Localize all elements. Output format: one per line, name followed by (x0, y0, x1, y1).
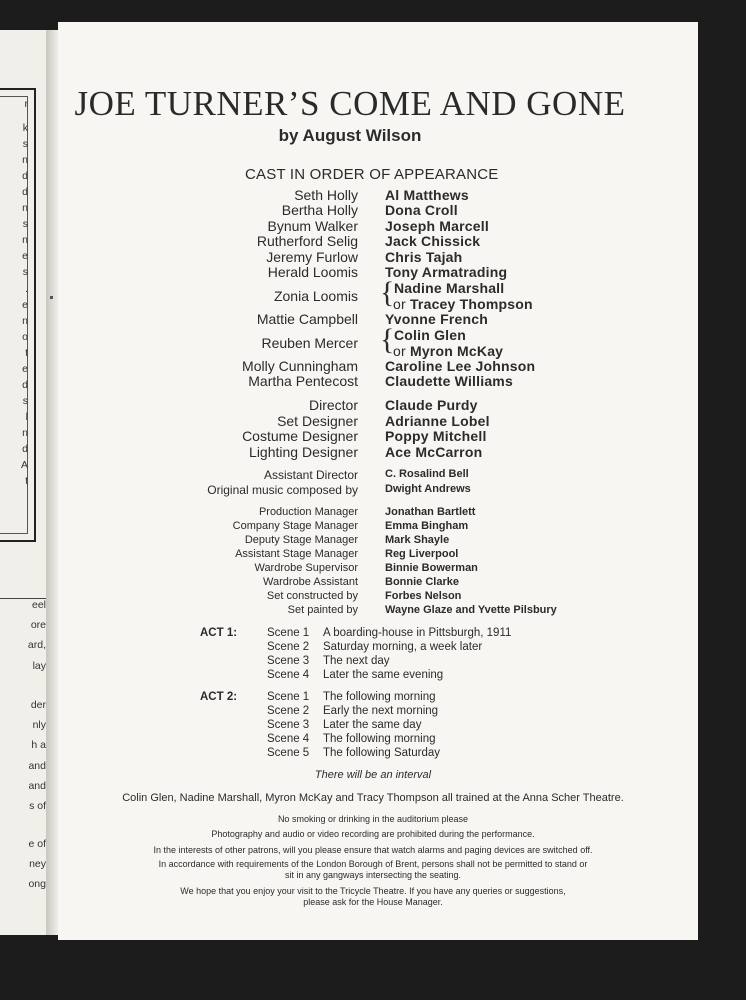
role-label: Assistant Director (263, 468, 358, 482)
role-label: Herald Loomis (267, 264, 358, 280)
role-label: Wardrobe Supervisor (254, 562, 358, 574)
left-page-fragment: n (22, 234, 28, 246)
performer-name: Adrianne Lobel (385, 413, 490, 429)
scene-number: Scene 2 (267, 641, 310, 653)
scene-description: The following Saturday (323, 747, 440, 759)
credit-row (0, 373, 746, 389)
role-label: Director (308, 397, 358, 413)
scene-number: Scene 4 (267, 669, 310, 681)
credit-row (0, 233, 746, 249)
role-label: Set Designer (277, 413, 358, 429)
credit-row (0, 187, 746, 203)
role-label: Zonia Loomis (273, 288, 358, 304)
left-page-fragment: d (22, 379, 28, 391)
performer-name: C. Rosalind Bell (385, 468, 469, 480)
credit-row (0, 218, 746, 234)
left-page-fragment: lay (32, 660, 46, 672)
notice-line: please ask for the House Manager. (303, 897, 443, 907)
role-label: Jeremy Furlow (266, 249, 358, 265)
notice-line: In accordance with requirements of the London Borough of Brent, persons shall not be permitted to stand or (158, 859, 588, 869)
left-page-fragment: t (25, 347, 28, 359)
alternate-name: Tracey Thompson (409, 296, 533, 312)
role-label: Deputy Stage Manager (244, 534, 358, 546)
left-page-fragment: e of (28, 838, 46, 850)
notice-line: No smoking or drinking in the auditorium please (277, 814, 469, 824)
role-label: Reuben Mercer (261, 335, 358, 351)
performer-name: Colin Glen (394, 327, 466, 343)
left-page-fragment: n (22, 315, 28, 327)
scene-description: Saturday morning, a week later (323, 641, 483, 653)
scene-description: Later the same evening (323, 669, 444, 681)
left-page-fragment: e (22, 363, 28, 375)
performer-name: Emma Bingham (385, 520, 469, 532)
interval-note: There will be an interval (314, 769, 432, 781)
left-page-fragment: d (22, 170, 28, 182)
credit-row (0, 483, 746, 499)
performer-name: Poppy Mitchell (385, 428, 487, 444)
left-page-fragment: s of (29, 800, 46, 812)
left-page-fragment: e (22, 299, 28, 311)
left-page-fragment: d (22, 186, 28, 198)
performer-name: Chris Tajah (385, 249, 463, 265)
left-page-fragment: der (30, 699, 46, 711)
performer-name: Claudette Williams (385, 373, 513, 389)
left-page-fragment: s (22, 395, 28, 407)
left-page-fragment: s (22, 266, 28, 278)
brace-symbol: { (380, 323, 395, 356)
performer-name: Jonathan Bartlett (385, 506, 476, 518)
role-label: Rutherford Selig (256, 233, 358, 249)
scene-description: The following morning (323, 691, 436, 703)
credit-row (0, 428, 746, 444)
or-label: or (393, 296, 406, 312)
scene-number: Scene 3 (267, 655, 310, 667)
performer-name: Mark Shayle (385, 534, 450, 546)
or-label: or (393, 343, 406, 359)
role-label: Set constructed by (266, 590, 358, 602)
performer-name: Wayne Glaze and Yvette Pilsbury (385, 604, 557, 616)
scene-description: Early the next morning (323, 705, 439, 717)
credit-row (0, 264, 746, 280)
credit-row-alternate (0, 276, 746, 312)
credit-row (0, 249, 746, 265)
left-page-fragment: d (22, 443, 28, 455)
left-page-fragment: ore (30, 619, 46, 631)
performer-name: Nadine Marshall (394, 280, 505, 296)
left-page-fragment: n (22, 154, 28, 166)
performer-name: Claude Purdy (385, 397, 478, 413)
performer-name: Binnie Bowerman (385, 562, 478, 574)
left-page-fragment: s (22, 138, 28, 150)
role-label: Bertha Holly (281, 202, 358, 218)
performer-name: Reg Liverpool (385, 548, 459, 560)
role-label: Martha Pentecost (248, 373, 358, 389)
alternate-performer (393, 343, 503, 359)
role-label: Original music composed by (207, 483, 358, 497)
role-label: Assistant Stage Manager (235, 548, 358, 560)
role-label: Bynum Walker (267, 218, 358, 234)
notice-line: sit in any gangways intersecting the seating. (284, 870, 462, 880)
training-note: Colin Glen, Nadine Marshall, Myron McKay and Tracy Thompson all trained at the Anna Scher Theatre. (122, 792, 624, 804)
performer-name: Forbes Nelson (385, 590, 462, 602)
left-page-fragment: ong (28, 878, 46, 890)
performer-name: Tony Armatrading (385, 264, 508, 280)
left-page-fragment: k (22, 122, 28, 134)
scene-number: Scene 2 (267, 705, 310, 717)
left-page-fragment: l (25, 411, 28, 423)
performer-name: Jack Chissick (385, 233, 481, 249)
author-line: by August Wilson (278, 126, 422, 145)
credit-row (0, 468, 746, 484)
left-page-fragment: e (22, 250, 28, 262)
credit-row (0, 444, 746, 460)
credit-row-alternate (0, 323, 746, 359)
role-label: Lighting Designer (249, 444, 358, 460)
alternate-performer (393, 296, 533, 312)
credit-row (0, 358, 746, 374)
credit-row (0, 311, 746, 327)
left-page-fragment: o (22, 331, 28, 343)
performer-name: Dwight Andrews (385, 483, 471, 495)
left-page-fragment: s (22, 218, 28, 230)
performer-name: Caroline Lee Johnson (385, 358, 536, 374)
play-title: JOE TURNER’S COME AND GONE (74, 84, 626, 123)
role-label: Company Stage Manager (232, 520, 358, 532)
left-page-fragment: A (20, 459, 28, 471)
left-page-fragment: t (25, 475, 28, 487)
scene-number: Scene 3 (267, 719, 310, 731)
performer-name: Al Matthews (385, 187, 469, 203)
cast-heading: CAST IN ORDER OF APPEARANCE (245, 166, 499, 183)
role-label: Seth Holly (294, 187, 358, 203)
role-label: Production Manager (258, 506, 358, 518)
left-page-fragment: and (28, 780, 46, 792)
scene-description: The following morning (323, 733, 436, 745)
left-page-fragment: h a (31, 739, 46, 751)
scene-number: Scene 1 (267, 627, 310, 639)
spine-mark (50, 296, 53, 299)
left-page-fragment: ard, (27, 639, 46, 651)
alternate-name: Myron McKay (409, 343, 504, 359)
act-label: ACT 1: (200, 627, 238, 639)
scene-description: Later the same day (323, 719, 422, 731)
left-page-fragment: n (22, 427, 28, 439)
notice-line: In the interests of other patrons, will you please ensure that watch alarms and paging devices are switched off. (153, 845, 593, 855)
left-page-fragment: and (28, 760, 46, 772)
act-label: ACT 2: (200, 691, 238, 703)
role-label: Molly Cunningham (242, 358, 358, 374)
role-label: Costume Designer (242, 428, 358, 444)
role-label: Mattie Campbell (256, 311, 358, 327)
scene-number: Scene 5 (267, 747, 310, 759)
left-page-fragment: r (24, 98, 28, 110)
credit-row (0, 604, 746, 620)
credit-row (0, 413, 746, 429)
role-label: Wardrobe Assistant (263, 576, 358, 588)
performer-name: Ace McCarron (385, 444, 483, 460)
left-page-fragment: n (22, 202, 28, 214)
brace-symbol: { (380, 276, 395, 309)
scene-description: A boarding-house in Pittsburgh, 1911 (323, 627, 512, 639)
scene-number: Scene 1 (267, 691, 310, 703)
performer-name: Joseph Marcell (385, 218, 489, 234)
scene-number: Scene 4 (267, 733, 310, 745)
left-page-fragment: . (25, 283, 28, 295)
left-page-fragment: ney (29, 858, 46, 870)
credit-row (0, 397, 746, 413)
role-label: Set painted by (287, 604, 358, 616)
performer-name: Bonnie Clarke (385, 576, 459, 588)
notice-line: We hope that you enjoy your visit to the Tricycle Theatre. If you have any queries or suggestions, (180, 886, 566, 896)
performer-name: Yvonne French (385, 311, 488, 327)
notice-line: Photography and audio or video recording are prohibited during the performance. (211, 829, 535, 839)
scene-description: The next day (323, 655, 390, 667)
left-page-fragment: eel (31, 599, 46, 611)
credit-row (0, 202, 746, 218)
left-page-fragment: nly (32, 719, 46, 731)
performer-name: Dona Croll (385, 202, 458, 218)
